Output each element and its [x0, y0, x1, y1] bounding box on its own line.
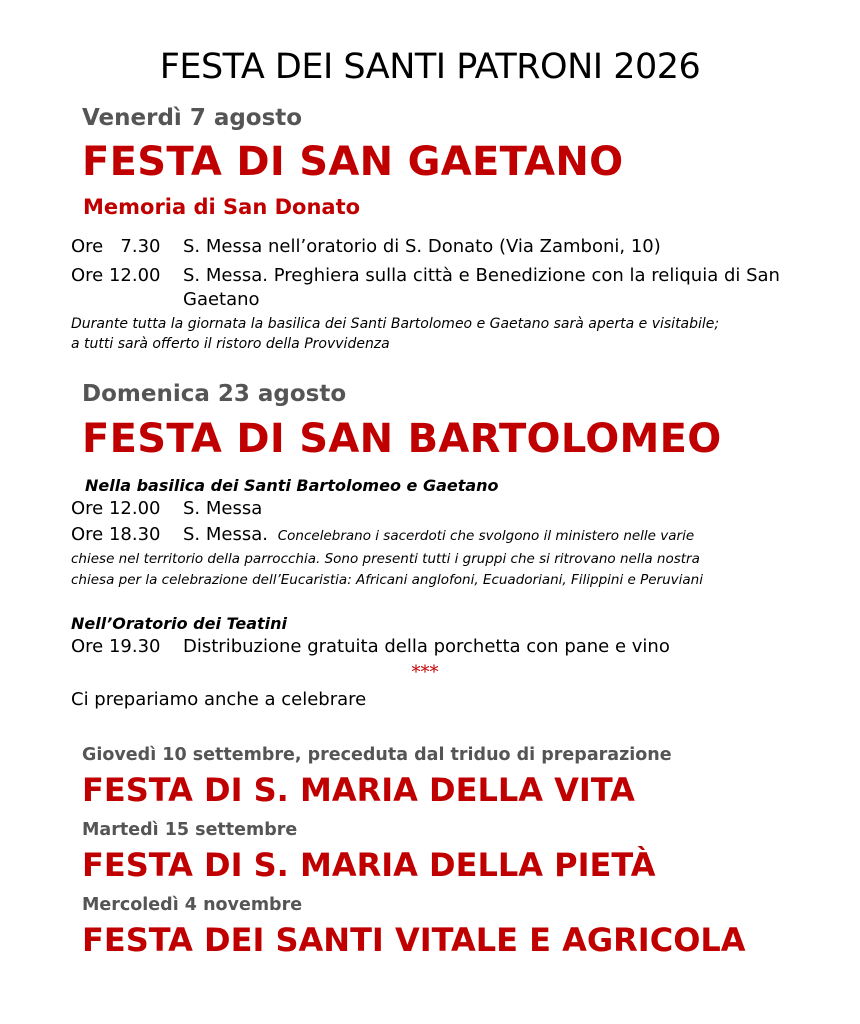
- upcoming-feast: FESTA DEI SANTI VITALE E AGRICOLA: [82, 921, 746, 959]
- time: Ore 19.30: [71, 636, 161, 657]
- time: Ore 18.30: [71, 524, 161, 545]
- event-text: S. Messa. Preghiera sulla città e Benedizione con la reliquia di San: [183, 265, 780, 286]
- venue-oratorio: Nell’Oratorio dei Teatini: [71, 614, 288, 633]
- page-title: FESTA DEI SANTI PATRONI 2026: [159, 47, 701, 87]
- feast-san-gaetano: FESTA DI SAN GAETANO: [82, 139, 624, 185]
- date-venerdi: Venerdì 7 agosto: [82, 105, 303, 131]
- event-text: S. Messa nell’oratorio di S. Donato (Via Zamboni, 10): [183, 236, 661, 257]
- schedule-row: [71, 524, 694, 545]
- schedule-row: [71, 265, 780, 286]
- note-inline: Concelebrano i sacerdoti che svolgono il ministero nelle varie: [277, 528, 695, 544]
- note-line: chiesa per la celebrazione dell’Eucaristia: Africani anglofoni, Ecuadoriani, Filippini e Peruviani: [71, 572, 703, 588]
- upcoming-date: Mercoledì 4 novembre: [82, 895, 303, 915]
- closing-text: Ci prepariamo anche a celebrare: [71, 689, 367, 710]
- upcoming-date: Giovedì 10 settembre, preceduta dal triduo di preparazione: [82, 745, 672, 765]
- schedule-row: [71, 498, 262, 519]
- upcoming-feast: FESTA DI S. MARIA DELLA PIETÀ: [82, 846, 656, 884]
- separator-stars: ***: [411, 662, 439, 683]
- schedule-row: [71, 636, 670, 657]
- note-line: Durante tutta la giornata la basilica dei Santi Bartolomeo e Gaetano sarà aperta e visitabile;: [71, 316, 720, 332]
- subtitle-san-donato: Memoria di San Donato: [83, 195, 361, 219]
- note-line: a tutti sarà offerto il ristoro della Provvidenza: [71, 336, 390, 352]
- date-domenica: Domenica 23 agosto: [82, 381, 347, 407]
- event-text-continued: Gaetano: [183, 289, 260, 310]
- venue-basilica: Nella basilica dei Santi Bartolomeo e Gaetano: [85, 476, 499, 495]
- event-text: S. Messa.: [183, 524, 268, 545]
- upcoming-feast: FESTA DI S. MARIA DELLA VITA: [82, 771, 635, 809]
- time: Ore 7.30: [71, 236, 161, 257]
- note-line: chiese nel territorio della parrocchia. Sono presenti tutti i gruppi che si ritrovano nella nostra: [71, 551, 700, 567]
- event-text: S. Messa: [183, 498, 263, 519]
- feast-san-bartolomeo: FESTA DI SAN BARTOLOMEO: [82, 416, 722, 462]
- event-text: Distribuzione gratuita della porchetta con pane e vino: [183, 636, 670, 657]
- time: Ore 12.00: [71, 265, 161, 286]
- schedule-row: [71, 236, 661, 257]
- time: Ore 12.00: [71, 498, 161, 519]
- upcoming-date: Martedì 15 settembre: [82, 820, 298, 840]
